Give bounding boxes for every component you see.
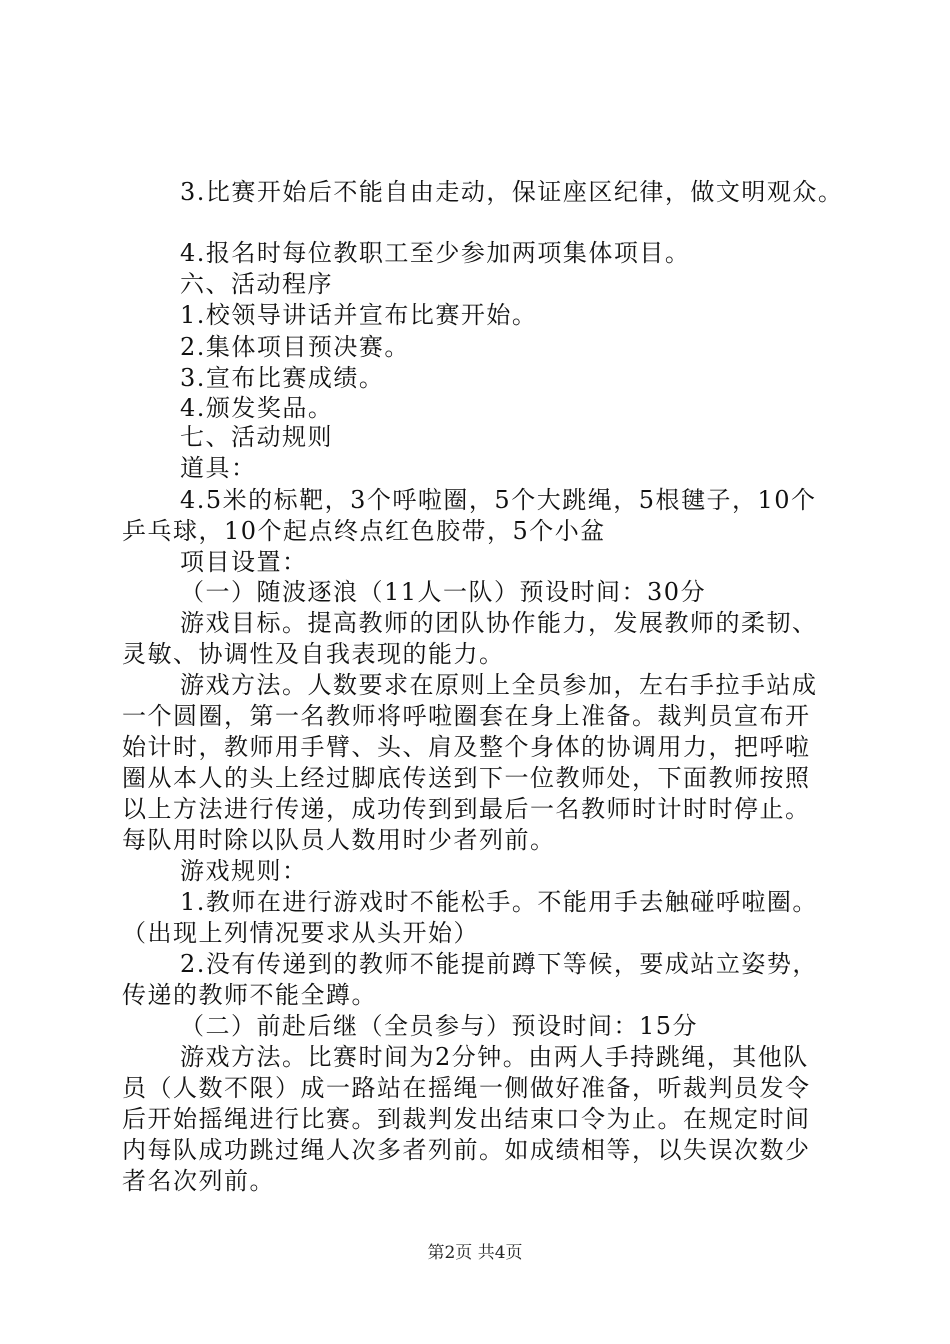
section-heading: 七、活动规则 <box>180 423 333 451</box>
text-line: 1.教师在进行游戏时不能松手。不能用手去触碰呼啦圈。 <box>180 888 818 916</box>
text-line: （出现上列情况要求从头开始） <box>122 919 479 947</box>
text-line: 员（人数不限）成一路站在摇绳一侧做好准备，听裁判员发令 <box>122 1074 811 1102</box>
text-line: 游戏目标。提高教师的团队协作能力，发展教师的柔韧、 <box>180 609 818 637</box>
text-line: 2.没有传递到的教师不能提前蹲下等候，要成站立姿势， <box>180 950 818 978</box>
text-line: 传递的教师不能全蹲。 <box>122 981 377 1009</box>
text-line: 游戏规则： <box>180 857 308 885</box>
text-line: 内每队成功跳过绳人次多者列前。如成绩相等，以失误次数少 <box>122 1136 811 1164</box>
text-line: 每队用时除以队员人数用时少者列前。 <box>122 826 556 854</box>
text-line: 4.5米的标靶，3个呼啦圈，5个大跳绳，5根毽子，10个 <box>180 486 817 514</box>
text-line: 圈从本人的头上经过脚底传送到下一位教师处，下面教师按照 <box>122 764 811 792</box>
subsection-heading: （二）前赴后继（全员参与）预设时间：15分 <box>180 1012 699 1040</box>
text-line: 游戏方法。人数要求在原则上全员参加，左右手拉手站成 <box>180 671 818 699</box>
text-line: 4.报名时每位教职工至少参加两项集体项目。 <box>180 239 691 267</box>
text-line: 项目设置： <box>180 548 308 576</box>
page-number-footer: 第2页 共4页 <box>427 1243 523 1263</box>
text-line: 一个圆圈，第一名教师将呼啦圈套在身上准备。裁判员宣布开 <box>122 702 811 730</box>
text-line: 4.颁发奖品。 <box>180 394 334 422</box>
text-line: 乒乓球，10个起点终点红色胶带，5个小盆 <box>122 517 606 545</box>
text-line: 游戏方法。比赛时间为2分钟。由两人手持跳绳，其他队 <box>180 1043 809 1071</box>
text-line: 道具： <box>180 454 257 482</box>
text-line: 始计时，教师用手臂、头、肩及整个身体的协调用力，把呼啦 <box>122 733 811 761</box>
subsection-heading: （一）随波逐浪（11人一队）预设时间：30分 <box>180 578 707 606</box>
text-line: 后开始摇绳进行比赛。到裁判发出结束口令为止。在规定时间 <box>122 1105 811 1133</box>
text-line: 1.校领导讲话并宣布比赛开始。 <box>180 301 538 329</box>
text-line: 2.集体项目预决赛。 <box>180 333 410 361</box>
text-line: 3.宣布比赛成绩。 <box>180 364 385 392</box>
text-line: 3.比赛开始后不能自由走动，保证座区纪律，做文明观众。 <box>180 178 844 206</box>
text-line: 灵敏、协调性及自我表现的能力。 <box>122 640 505 668</box>
text-line: 以上方法进行传递，成功传到到最后一名教师时计时时停止。 <box>122 795 811 823</box>
section-heading: 六、活动程序 <box>180 270 333 298</box>
text-line: 者名次列前。 <box>122 1167 275 1195</box>
